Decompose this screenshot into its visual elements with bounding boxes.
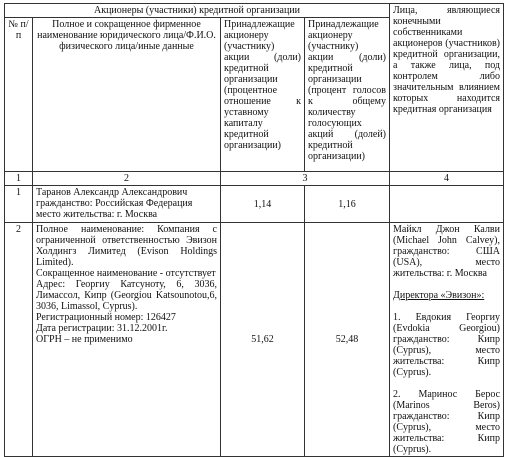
director-2: 2. Маринос Берос (Marinos Beros) гражданство: Кипр (Cyprus), место жительства: Кипр (Cyprus).	[393, 389, 501, 455]
company-reg-number: Регистрационный номер: 126427	[36, 312, 176, 323]
shareholders-table	[4, 3, 504, 457]
header-share-capital: Принадлежащие акционеру (участнику) акции (доли) кредитной организации (процентное отношение к уставному капиталу кредитной организации)	[221, 18, 305, 172]
header-group-row	[5, 4, 504, 18]
colnum-1: 1	[5, 172, 33, 186]
shareholder-name-line: Таранов Александр Александрович	[36, 187, 188, 198]
share-capital-value: 1,14	[221, 186, 305, 223]
colnum-2: 2	[33, 172, 221, 186]
row-number: 2	[5, 223, 33, 457]
share-capital-value: 51,62	[221, 223, 305, 457]
header-group: Акционеры (участники) кредитной организации	[5, 4, 390, 18]
company-reg-date: Дата регистрации: 31.12.2001г.	[36, 323, 168, 334]
company-address: Адрес: Георгиу Катсуноту, 6, 3036, Лимассол, Кипр (Georgiou Katsounotou,6, 3036, Limassol, Cyprus).	[36, 279, 217, 312]
company-full-name: Полное наименование: Компания с ограниченной ответственностью Эвизон Холдингз Лимитед (Evison Holdings Limited).	[36, 224, 217, 268]
header-name: Полное и сокращенное фирменное наименование юридического лица/Ф.И.О. физического лица/иные данные	[33, 18, 221, 172]
header-share-votes: Принадлежащие акционеру (участнику) акции (доли) кредитной организации (процент голосов к общему количеству голосующих акций (долей) кредитной организации)	[305, 18, 390, 172]
shareholder-residence: место жительства: г. Москва	[36, 209, 158, 220]
share-votes-value: 52,48	[305, 223, 390, 457]
directors-heading: Директора «Эвизон»:	[393, 290, 485, 301]
column-number-row	[5, 172, 504, 186]
colnum-3: 3	[221, 172, 390, 186]
director-1: 1. Евдокия Георгиу (Evdokia Georgiou) гражданство: Кипр (Cyprus), место жительства: Кипр (Cyprus).	[393, 312, 501, 378]
shareholder-details	[33, 223, 221, 457]
shareholder-citizenship: гражданство: Российская Федерация	[36, 198, 193, 209]
company-ogrn: ОГРН – не применимо	[36, 334, 133, 345]
table-row	[5, 186, 504, 223]
table-row	[5, 223, 504, 457]
beneficiary-main: Майкл Джон Калви (Michael John Calvey), гражданство: США (USA), место жительства: г. Москва	[393, 224, 501, 279]
company-short-name: Сокращенное наименование - отсутствует	[36, 268, 216, 279]
colnum-4: 4	[390, 172, 504, 186]
header-beneficiaries: Лица, являющиеся конечными собственниками акционеров (участников) кредитной организации, а также лица, под контролем либо значительным влиянием которых находится кредитная организация	[390, 4, 504, 172]
beneficiary-details	[390, 223, 504, 457]
beneficiary-empty	[390, 186, 504, 223]
share-votes-value: 1,16	[305, 186, 390, 223]
shareholder-name	[33, 186, 221, 223]
header-num: № п/п	[5, 18, 33, 172]
row-number: 1	[5, 186, 33, 223]
